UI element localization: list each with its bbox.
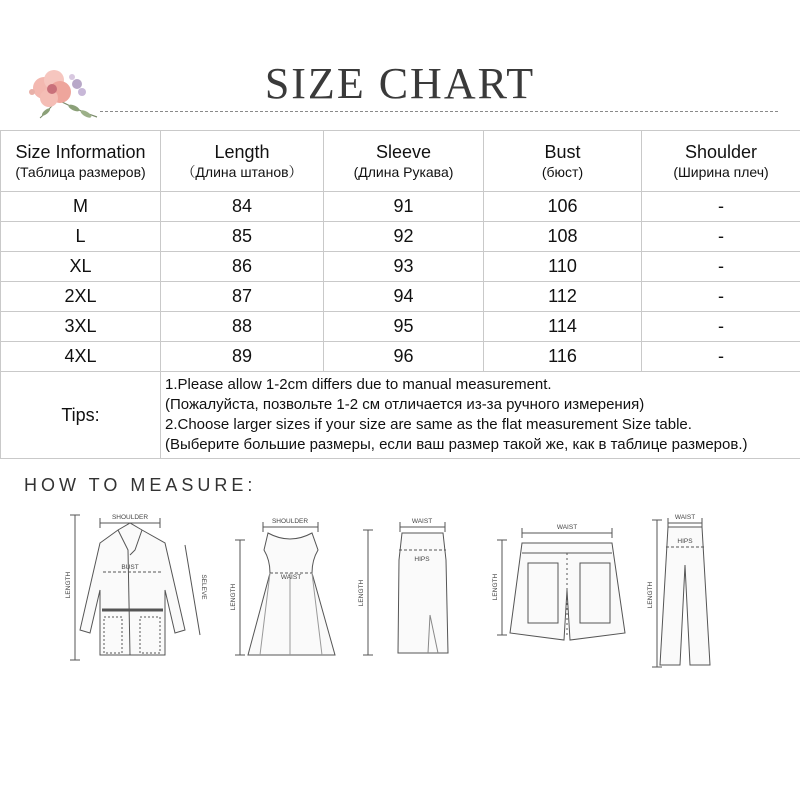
table-cell: 91 xyxy=(324,192,484,222)
table-cell: 96 xyxy=(324,342,484,372)
page-title: SIZE CHART xyxy=(264,59,536,108)
pants-length-label: LENGTH xyxy=(647,581,654,609)
shorts-waist-label: WAIST xyxy=(556,524,578,531)
table-cell: 86 xyxy=(161,252,324,282)
dress-waist-label: WAIST xyxy=(280,574,302,581)
table-cell: - xyxy=(642,252,800,282)
pants-waist-label: WAIST xyxy=(674,514,696,521)
table-cell: 112 xyxy=(484,282,642,312)
table-cell: - xyxy=(642,192,800,222)
column-header: Shoulder (Ширина плеч) xyxy=(642,131,800,192)
skirt-waist-label: WAIST xyxy=(411,518,433,525)
tip-line: 2.Choose larger sizes if your size are same as the flat measurement Size table. xyxy=(165,416,692,433)
skirt-hips-label: HIPS xyxy=(414,556,430,563)
table-cell: L xyxy=(1,222,161,252)
column-header: Sleeve (Длина Рукава) xyxy=(324,131,484,192)
table-cell: 88 xyxy=(161,312,324,342)
table-cell: 95 xyxy=(324,312,484,342)
jacket-sleeve-label: SELEVE xyxy=(200,574,207,600)
tip-line: (Выберите большие размеры, если ваш размер такой же, как в таблице размеров.) xyxy=(165,436,748,453)
table-cell: 92 xyxy=(324,222,484,252)
tips-text xyxy=(161,372,800,459)
jacket-length-label: LENGTH xyxy=(65,571,72,599)
table-row xyxy=(1,342,800,372)
table-cell: XL xyxy=(1,252,161,282)
title-divider xyxy=(100,111,778,112)
table-cell: 3XL xyxy=(1,312,161,342)
table-row xyxy=(1,192,800,222)
table-cell: 4XL xyxy=(1,342,161,372)
table-cell: 106 xyxy=(484,192,642,222)
shorts-length-label: LENGTH xyxy=(492,573,499,601)
table-cell: 114 xyxy=(484,312,642,342)
table-cell: 110 xyxy=(484,252,642,282)
skirt-diagram xyxy=(363,522,448,655)
column-header: Bust (бюст) xyxy=(484,131,642,192)
jacket-diagram xyxy=(70,515,200,660)
table-cell: 89 xyxy=(161,342,324,372)
dress-diagram xyxy=(235,522,335,655)
table-cell: - xyxy=(642,312,800,342)
table-header-row xyxy=(1,131,800,192)
header xyxy=(0,0,800,130)
column-header: Size Information (Таблица размеров) xyxy=(1,131,161,192)
table-row xyxy=(1,282,800,312)
tip-line: (Пожалуйста, позвольте 1-2 см отличается из-за ручного измерения) xyxy=(165,396,645,413)
table-row xyxy=(1,312,800,342)
table-row xyxy=(1,252,800,282)
tip-line: 1.Please allow 1-2cm differs due to manual measurement. xyxy=(165,376,552,393)
dress-shoulder-label: SHOULDER xyxy=(271,518,309,525)
tips-row xyxy=(1,372,800,459)
table-cell: 94 xyxy=(324,282,484,312)
skirt-length-label: LENGTH xyxy=(358,579,365,607)
table-cell: 116 xyxy=(484,342,642,372)
jacket-shoulder-label: SHOULDER xyxy=(111,514,149,521)
table-cell: - xyxy=(642,342,800,372)
table-cell: - xyxy=(642,222,800,252)
table-cell: 2XL xyxy=(1,282,161,312)
size-table xyxy=(0,130,800,459)
table-cell: M xyxy=(1,192,161,222)
table-cell: 85 xyxy=(161,222,324,252)
column-header: Length （Длина штанов） xyxy=(161,131,324,192)
dress-length-label: LENGTH xyxy=(230,583,237,611)
table-cell: - xyxy=(642,282,800,312)
pants-hips-label: HIPS xyxy=(677,538,693,545)
table-cell: 108 xyxy=(484,222,642,252)
shorts-diagram xyxy=(497,528,625,640)
measurement-diagrams xyxy=(0,505,800,685)
table-cell: 93 xyxy=(324,252,484,282)
table-row xyxy=(1,222,800,252)
how-to-measure-title: HOW TO MEASURE: xyxy=(24,475,257,495)
tips-label: Tips: xyxy=(1,372,161,459)
table-cell: 84 xyxy=(161,192,324,222)
table-cell: 87 xyxy=(161,282,324,312)
jacket-bust-label: BUST xyxy=(121,564,139,571)
